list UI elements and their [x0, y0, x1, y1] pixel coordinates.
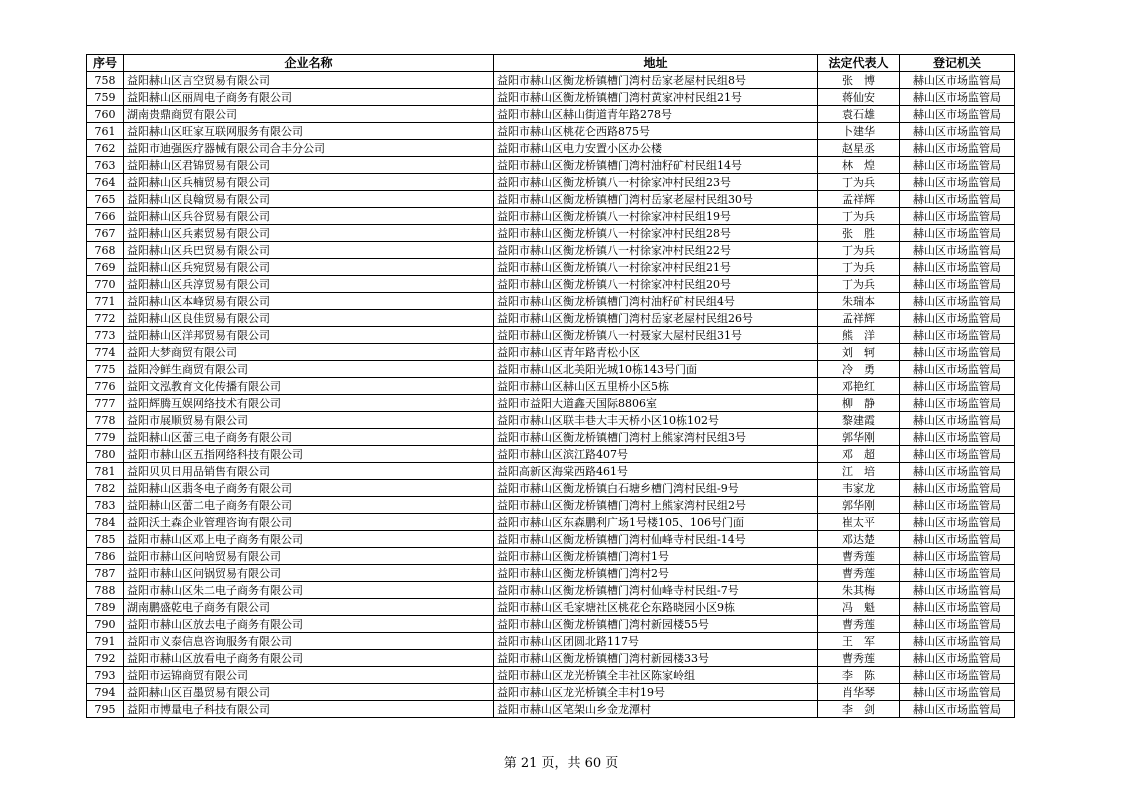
cell-legal-rep: 丁为兵	[818, 242, 900, 259]
cell-address: 益阳市赫山区衡龙桥镇槽门湾村新园楼33号	[494, 650, 818, 667]
cell-legal-rep: 张 胜	[818, 225, 900, 242]
cell-legal-rep: 孟祥辉	[818, 191, 900, 208]
cell-address: 益阳市赫山区衡龙桥镇八一村徐家冲村民组21号	[494, 259, 818, 276]
cell-registration-authority: 赫山区市场监管局	[900, 514, 1015, 531]
cell-serial: 776	[87, 378, 124, 395]
cell-company-name: 益阳市赫山区邓上电子商务有限公司	[124, 531, 494, 548]
cell-address: 益阳市赫山区联丰巷大丰天桥小区10栋102号	[494, 412, 818, 429]
cell-serial: 762	[87, 140, 124, 157]
cell-company-name: 益阳赫山区洋邦贸易有限公司	[124, 327, 494, 344]
cell-company-name: 益阳赫山区翡冬电子商务有限公司	[124, 480, 494, 497]
cell-legal-rep: 韦家龙	[818, 480, 900, 497]
table-row	[87, 361, 1015, 378]
table-row	[87, 378, 1015, 395]
cell-address: 益阳市赫山区衡龙桥镇槽门湾村油籽矿村民组4号	[494, 293, 818, 310]
cell-company-name: 益阳赫山区丽周电子商务有限公司	[124, 89, 494, 106]
cell-address: 益阳市赫山区青年路青松小区	[494, 344, 818, 361]
cell-address: 益阳市益阳大道鑫天国际8806室	[494, 395, 818, 412]
cell-company-name: 益阳赫山区兵淳贸易有限公司	[124, 276, 494, 293]
cell-address: 益阳市赫山区衡龙桥镇八一村徐家冲村民组22号	[494, 242, 818, 259]
table-row	[87, 412, 1015, 429]
cell-company-name: 益阳沃土森企业管理咨询有限公司	[124, 514, 494, 531]
header-registration-authority: 登记机关	[900, 55, 1015, 72]
cell-address: 益阳市赫山区龙光桥镇全丰社区陈家岭组	[494, 667, 818, 684]
cell-serial: 772	[87, 310, 124, 327]
cell-serial: 788	[87, 582, 124, 599]
cell-legal-rep: 丁为兵	[818, 276, 900, 293]
cell-address: 益阳市赫山区衡龙桥镇八一村徐家冲村民组23号	[494, 174, 818, 191]
cell-company-name: 益阳文泓教育文化传播有限公司	[124, 378, 494, 395]
cell-address: 益阳市赫山区滨江路407号	[494, 446, 818, 463]
cell-serial: 760	[87, 106, 124, 123]
cell-registration-authority: 赫山区市场监管局	[900, 650, 1015, 667]
cell-serial: 795	[87, 701, 124, 718]
cell-legal-rep: 曹秀莲	[818, 565, 900, 582]
table-row	[87, 684, 1015, 701]
cell-serial: 765	[87, 191, 124, 208]
cell-serial: 766	[87, 208, 124, 225]
cell-address: 益阳市赫山区团圆北路117号	[494, 633, 818, 650]
cell-company-name: 益阳赫山区兵素贸易有限公司	[124, 225, 494, 242]
cell-legal-rep: 丁为兵	[818, 174, 900, 191]
cell-address: 益阳市赫山区赫山街道青年路278号	[494, 106, 818, 123]
cell-legal-rep: 孟祥辉	[818, 310, 900, 327]
cell-serial: 759	[87, 89, 124, 106]
cell-legal-rep: 林 煌	[818, 157, 900, 174]
header-serial: 序号	[87, 55, 124, 72]
enterprise-table	[86, 54, 1015, 718]
table-row	[87, 514, 1015, 531]
table-header-row	[87, 55, 1015, 72]
table-row	[87, 140, 1015, 157]
cell-address: 益阳市赫山区衡龙桥镇槽门湾村岳家老屋村民组8号	[494, 72, 818, 89]
cell-serial: 761	[87, 123, 124, 140]
cell-company-name: 益阳赫山区兵楠贸易有限公司	[124, 174, 494, 191]
cell-legal-rep: 刘 轲	[818, 344, 900, 361]
cell-serial: 787	[87, 565, 124, 582]
table-row	[87, 310, 1015, 327]
cell-company-name: 益阳大梦商贸有限公司	[124, 344, 494, 361]
cell-address: 益阳市赫山区北美阳光城10栋143号门面	[494, 361, 818, 378]
cell-legal-rep: 肖华琴	[818, 684, 900, 701]
cell-company-name: 益阳冷鲜生商贸有限公司	[124, 361, 494, 378]
cell-legal-rep: 曹秀莲	[818, 616, 900, 633]
cell-registration-authority: 赫山区市场监管局	[900, 480, 1015, 497]
cell-registration-authority: 赫山区市场监管局	[900, 123, 1015, 140]
table-row	[87, 616, 1015, 633]
cell-legal-rep: 李 陈	[818, 667, 900, 684]
cell-company-name: 湖南鹏盛乾电子商务有限公司	[124, 599, 494, 616]
table-row	[87, 633, 1015, 650]
cell-serial: 793	[87, 667, 124, 684]
cell-serial: 778	[87, 412, 124, 429]
cell-company-name: 益阳市赫山区问锅贸易有限公司	[124, 565, 494, 582]
cell-registration-authority: 赫山区市场监管局	[900, 429, 1015, 446]
cell-registration-authority: 赫山区市场监管局	[900, 140, 1015, 157]
cell-registration-authority: 赫山区市场监管局	[900, 395, 1015, 412]
cell-company-name: 益阳市博量电子科技有限公司	[124, 701, 494, 718]
cell-registration-authority: 赫山区市场监管局	[900, 463, 1015, 480]
cell-serial: 792	[87, 650, 124, 667]
cell-address: 益阳市赫山区衡龙桥镇八一村徐家冲村民组19号	[494, 208, 818, 225]
cell-serial: 782	[87, 480, 124, 497]
cell-legal-rep: 黎建霞	[818, 412, 900, 429]
cell-legal-rep: 邓 超	[818, 446, 900, 463]
cell-serial: 770	[87, 276, 124, 293]
cell-serial: 758	[87, 72, 124, 89]
cell-company-name: 益阳市迪强医疗器械有限公司合丰分公司	[124, 140, 494, 157]
cell-company-name: 益阳赫山区良佳贸易有限公司	[124, 310, 494, 327]
table-row	[87, 463, 1015, 480]
cell-serial: 773	[87, 327, 124, 344]
cell-registration-authority: 赫山区市场监管局	[900, 344, 1015, 361]
table-row	[87, 276, 1015, 293]
cell-company-name: 益阳市赫山区五指网络科技有限公司	[124, 446, 494, 463]
table-row	[87, 174, 1015, 191]
cell-company-name: 益阳赫山区言空贸易有限公司	[124, 72, 494, 89]
cell-address: 益阳市赫山区衡龙桥镇槽门湾村仙峰寺村民组-14号	[494, 531, 818, 548]
cell-serial: 771	[87, 293, 124, 310]
cell-legal-rep: 赵星丞	[818, 140, 900, 157]
cell-company-name: 益阳市展顺贸易有限公司	[124, 412, 494, 429]
cell-serial: 768	[87, 242, 124, 259]
cell-legal-rep: 王 军	[818, 633, 900, 650]
header-legal-rep: 法定代表人	[818, 55, 900, 72]
cell-serial: 786	[87, 548, 124, 565]
page-number: 第 21 页，共 60 页	[503, 756, 619, 771]
cell-company-name: 益阳市运锦商贸有限公司	[124, 667, 494, 684]
cell-serial: 790	[87, 616, 124, 633]
cell-registration-authority: 赫山区市场监管局	[900, 89, 1015, 106]
cell-address: 益阳高新区海棠西路461号	[494, 463, 818, 480]
cell-legal-rep: 柳 静	[818, 395, 900, 412]
cell-registration-authority: 赫山区市场监管局	[900, 106, 1015, 123]
cell-legal-rep: 邓达楚	[818, 531, 900, 548]
table-row	[87, 344, 1015, 361]
cell-address: 益阳市赫山区笔架山乡金龙潭村	[494, 701, 818, 718]
cell-address: 益阳市赫山区东森鹏利广场1号楼105、106号门面	[494, 514, 818, 531]
table-row	[87, 548, 1015, 565]
cell-address: 益阳市赫山区衡龙桥镇槽门湾村油籽矿村民组14号	[494, 157, 818, 174]
cell-serial: 779	[87, 429, 124, 446]
cell-address: 益阳市赫山区龙光桥镇全丰村19号	[494, 684, 818, 701]
cell-serial: 791	[87, 633, 124, 650]
cell-company-name: 益阳赫山区兵谷贸易有限公司	[124, 208, 494, 225]
cell-address: 益阳市赫山区电力安置小区办公楼	[494, 140, 818, 157]
cell-serial: 774	[87, 344, 124, 361]
cell-legal-rep: 邓艳红	[818, 378, 900, 395]
cell-legal-rep: 曹秀莲	[818, 650, 900, 667]
table-row	[87, 259, 1015, 276]
cell-address: 益阳市赫山区桃花仑西路875号	[494, 123, 818, 140]
cell-legal-rep: 丁为兵	[818, 208, 900, 225]
cell-address: 益阳市赫山区衡龙桥镇槽门湾村2号	[494, 565, 818, 582]
cell-legal-rep: 江 培	[818, 463, 900, 480]
cell-serial: 781	[87, 463, 124, 480]
cell-serial: 794	[87, 684, 124, 701]
table-row	[87, 123, 1015, 140]
table-row	[87, 650, 1015, 667]
cell-legal-rep: 熊 洋	[818, 327, 900, 344]
cell-registration-authority: 赫山区市场监管局	[900, 327, 1015, 344]
cell-address: 益阳市赫山区衡龙桥镇槽门湾村新园楼55号	[494, 616, 818, 633]
cell-address: 益阳市赫山区衡龙桥镇八一村徐家冲村民组28号	[494, 225, 818, 242]
cell-serial: 784	[87, 514, 124, 531]
cell-address: 益阳市赫山区赫山区五里桥小区5栋	[494, 378, 818, 395]
cell-serial: 783	[87, 497, 124, 514]
cell-legal-rep: 卜建华	[818, 123, 900, 140]
table-row	[87, 89, 1015, 106]
table-row	[87, 395, 1015, 412]
cell-legal-rep: 郭华刚	[818, 429, 900, 446]
header-company-name: 企业名称	[124, 55, 494, 72]
cell-address: 益阳市赫山区衡龙桥镇槽门湾村仙峰寺村民组-7号	[494, 582, 818, 599]
cell-registration-authority: 赫山区市场监管局	[900, 446, 1015, 463]
table-row	[87, 480, 1015, 497]
cell-address: 益阳市赫山区衡龙桥镇白石塘乡槽门湾村民组-9号	[494, 480, 818, 497]
cell-legal-rep: 朱瑞本	[818, 293, 900, 310]
cell-address: 益阳市赫山区衡龙桥镇八一村聂家大屋村民组31号	[494, 327, 818, 344]
cell-registration-authority: 赫山区市场监管局	[900, 378, 1015, 395]
cell-address: 益阳市赫山区衡龙桥镇八一村徐家冲村民组20号	[494, 276, 818, 293]
table-row	[87, 72, 1015, 89]
cell-registration-authority: 赫山区市场监管局	[900, 565, 1015, 582]
header-address: 地址	[494, 55, 818, 72]
cell-serial: 767	[87, 225, 124, 242]
cell-serial: 777	[87, 395, 124, 412]
cell-address: 益阳市赫山区衡龙桥镇槽门湾村岳家老屋村民组26号	[494, 310, 818, 327]
cell-legal-rep: 朱其梅	[818, 582, 900, 599]
cell-registration-authority: 赫山区市场监管局	[900, 412, 1015, 429]
cell-registration-authority: 赫山区市场监管局	[900, 72, 1015, 89]
table-row	[87, 208, 1015, 225]
cell-legal-rep: 冷 勇	[818, 361, 900, 378]
table-row	[87, 225, 1015, 242]
table-row	[87, 599, 1015, 616]
cell-legal-rep: 郭华刚	[818, 497, 900, 514]
table-row	[87, 701, 1015, 718]
cell-legal-rep: 曹秀莲	[818, 548, 900, 565]
cell-company-name: 益阳赫山区蕾三电子商务有限公司	[124, 429, 494, 446]
table-row	[87, 191, 1015, 208]
cell-company-name: 益阳赫山区百墨贸易有限公司	[124, 684, 494, 701]
table-row	[87, 242, 1015, 259]
table-row	[87, 667, 1015, 684]
cell-serial: 789	[87, 599, 124, 616]
cell-registration-authority: 赫山区市场监管局	[900, 361, 1015, 378]
table-row	[87, 531, 1015, 548]
table-row	[87, 582, 1015, 599]
table-row	[87, 327, 1015, 344]
cell-legal-rep: 张 博	[818, 72, 900, 89]
cell-registration-authority: 赫山区市场监管局	[900, 225, 1015, 242]
cell-company-name: 益阳市赫山区放去电子商务有限公司	[124, 616, 494, 633]
cell-company-name: 益阳赫山区兵宛贸易有限公司	[124, 259, 494, 276]
cell-legal-rep: 冯 魁	[818, 599, 900, 616]
table-row	[87, 157, 1015, 174]
cell-registration-authority: 赫山区市场监管局	[900, 310, 1015, 327]
cell-registration-authority: 赫山区市场监管局	[900, 548, 1015, 565]
cell-address: 益阳市赫山区衡龙桥镇槽门湾村1号	[494, 548, 818, 565]
cell-legal-rep: 丁为兵	[818, 259, 900, 276]
cell-company-name: 湖南贵鼎商贸有限公司	[124, 106, 494, 123]
table-row	[87, 429, 1015, 446]
cell-company-name: 益阳赫山区本峰贸易有限公司	[124, 293, 494, 310]
cell-legal-rep: 袁石雄	[818, 106, 900, 123]
table-row	[87, 565, 1015, 582]
table-row	[87, 446, 1015, 463]
cell-serial: 780	[87, 446, 124, 463]
cell-legal-rep: 蒋仙安	[818, 89, 900, 106]
table-row	[87, 106, 1015, 123]
cell-company-name: 益阳市义泰信息咨询服务有限公司	[124, 633, 494, 650]
cell-registration-authority: 赫山区市场监管局	[900, 684, 1015, 701]
cell-registration-authority: 赫山区市场监管局	[900, 293, 1015, 310]
cell-registration-authority: 赫山区市场监管局	[900, 157, 1015, 174]
cell-address: 益阳市赫山区衡龙桥镇槽门湾村上熊家湾村民组2号	[494, 497, 818, 514]
cell-registration-authority: 赫山区市场监管局	[900, 242, 1015, 259]
cell-registration-authority: 赫山区市场监管局	[900, 667, 1015, 684]
cell-company-name: 益阳赫山区蕾二电子商务有限公司	[124, 497, 494, 514]
cell-registration-authority: 赫山区市场监管局	[900, 701, 1015, 718]
cell-legal-rep: 崔太平	[818, 514, 900, 531]
cell-registration-authority: 赫山区市场监管局	[900, 531, 1015, 548]
cell-company-name: 益阳赫山区兵巴贸易有限公司	[124, 242, 494, 259]
cell-company-name: 益阳贝贝日用品销售有限公司	[124, 463, 494, 480]
cell-registration-authority: 赫山区市场监管局	[900, 174, 1015, 191]
cell-company-name: 益阳市赫山区朱二电子商务有限公司	[124, 582, 494, 599]
cell-registration-authority: 赫山区市场监管局	[900, 633, 1015, 650]
cell-registration-authority: 赫山区市场监管局	[900, 582, 1015, 599]
cell-company-name: 益阳赫山区良翰贸易有限公司	[124, 191, 494, 208]
cell-address: 益阳市赫山区衡龙桥镇槽门湾村黄家冲村民组21号	[494, 89, 818, 106]
cell-company-name: 益阳辉腾互娱网络技术有限公司	[124, 395, 494, 412]
cell-company-name: 益阳赫山区君锦贸易有限公司	[124, 157, 494, 174]
cell-company-name: 益阳市赫山区问啥贸易有限公司	[124, 548, 494, 565]
cell-registration-authority: 赫山区市场监管局	[900, 276, 1015, 293]
cell-company-name: 益阳赫山区旺家互联网服务有限公司	[124, 123, 494, 140]
cell-registration-authority: 赫山区市场监管局	[900, 191, 1015, 208]
cell-company-name: 益阳市赫山区放看电子商务有限公司	[124, 650, 494, 667]
cell-serial: 785	[87, 531, 124, 548]
cell-address: 益阳市赫山区毛家塘社区桃花仑东路晓园小区9栋	[494, 599, 818, 616]
cell-serial: 764	[87, 174, 124, 191]
cell-registration-authority: 赫山区市场监管局	[900, 259, 1015, 276]
table-row	[87, 293, 1015, 310]
cell-legal-rep: 李 剑	[818, 701, 900, 718]
cell-address: 益阳市赫山区衡龙桥镇槽门湾村上熊家湾村民组3号	[494, 429, 818, 446]
cell-serial: 775	[87, 361, 124, 378]
cell-registration-authority: 赫山区市场监管局	[900, 616, 1015, 633]
cell-serial: 763	[87, 157, 124, 174]
cell-registration-authority: 赫山区市场监管局	[900, 599, 1015, 616]
cell-registration-authority: 赫山区市场监管局	[900, 208, 1015, 225]
table-row	[87, 497, 1015, 514]
cell-registration-authority: 赫山区市场监管局	[900, 497, 1015, 514]
cell-address: 益阳市赫山区衡龙桥镇槽门湾村岳家老屋村民组30号	[494, 191, 818, 208]
cell-serial: 769	[87, 259, 124, 276]
